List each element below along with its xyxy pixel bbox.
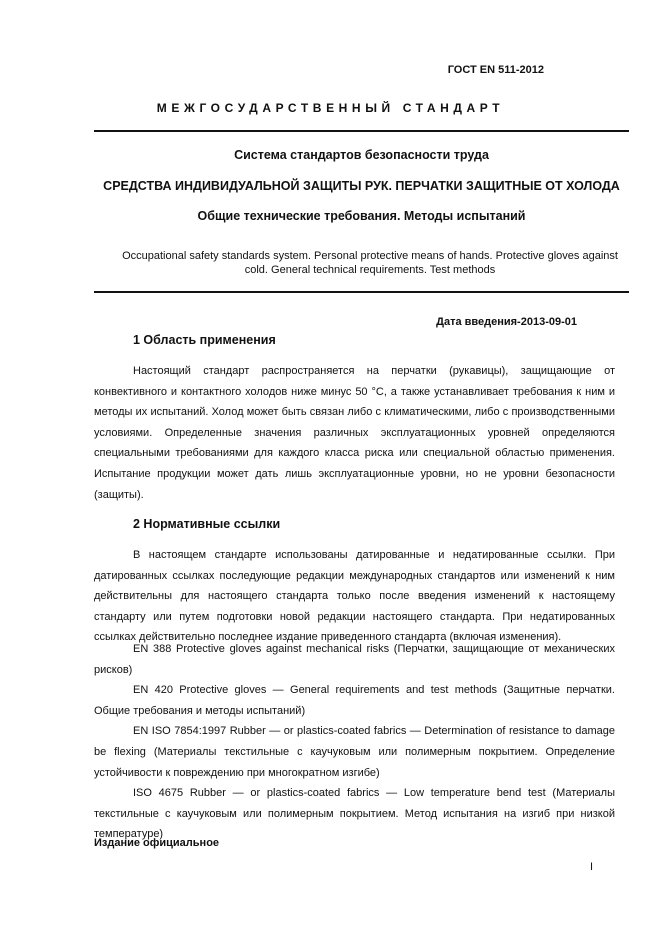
page-number: I xyxy=(590,861,594,873)
main-title: СРЕДСТВА ИНДИВИДУАЛЬНОЙ ЗАЩИТЫ РУК. ПЕРЧАТКИ ЗАЩИТНЫЕ ОТ ХОЛОДА xyxy=(103,179,620,193)
interstate-standard-heading: МЕЖГОСУДАРСТВЕННЫЙ СТАНДАРТ xyxy=(156,101,505,115)
reference-text: EN ISO 7854:1997 Rubber — or plastics-coated fabrics — Determination of resistance to damage be flexing (Материалы текстильные с каучуковым или полимерным покрытием. Определение устойчивости к повреждению при многократном изгибе) xyxy=(94,725,615,779)
reference-item xyxy=(94,680,615,721)
subtitle: Общие технические требования. Методы испытаний xyxy=(197,209,526,223)
reference-text: ISO 4675 Rubber — or plastics-coated fabrics — Low temperature bend test (Материалы текстильные с каучуковым или полимерным покрытием. Метод испытания на изгиб при низкой температуре) xyxy=(94,787,615,841)
system-title: Система стандартов безопасности труда xyxy=(234,148,489,162)
reference-item xyxy=(94,783,615,845)
bottom-divider xyxy=(94,291,629,293)
section-1-text xyxy=(94,361,615,505)
section-1-heading: 1 Область применения xyxy=(133,333,276,347)
english-title: Occupational safety standards system. Personal protective means of hands. Protective gloves against cold. General technical requirements. Test methods xyxy=(122,250,618,276)
official-edition-label: Издание официальное xyxy=(94,837,220,849)
reference-item xyxy=(94,721,615,783)
reference-text: EN 388 Protective gloves against mechanical risks (Перчатки, защищающие от механических рисков) xyxy=(94,643,615,676)
top-divider xyxy=(94,130,629,132)
section-2-heading: 2 Нормативные ссылки xyxy=(133,517,281,531)
reference-item xyxy=(94,639,615,680)
section-2-body: В настоящем стандарте использованы датированные и недатированные ссылки. При датированных ссылках последующие редакции международных стандартов или изменений к ним действительны для настоящего стандарта только после введения изменений к настоящему стандарту или путем подготовки новой редакции настоящего стандарта. При недатированных ссылках действительно последнее издание приведенного стандарта (включая изменения). xyxy=(94,549,615,644)
section-1-body: Настоящий стандарт распространяется на перчатки (рукавицы), защищающие от конвективного и контактного холодов ниже минус 50 °C, а также устанавливает требования к ним и методы их испытаний. Холод может быть связан либо с климатическими, либо с производственными условиями. Определенные значения различных эксплуатационных уровней определяются специальными требованиями для каждого класса риска или специальной областью применения. Испытание продукции может дать лишь эксплуатационные уровни, но не уровни безопасности (защиты). xyxy=(94,365,615,501)
reference-text: EN 420 Protective gloves — General requirements and test methods (Защитные перчатки. Общие требования и методы испытаний) xyxy=(94,684,615,717)
section-2-text xyxy=(94,545,615,648)
reference-list xyxy=(94,639,615,845)
introduction-date: Дата введения-2013-09-01 xyxy=(436,316,577,328)
document-number: ГОСТ EN 511-2012 xyxy=(447,64,544,76)
